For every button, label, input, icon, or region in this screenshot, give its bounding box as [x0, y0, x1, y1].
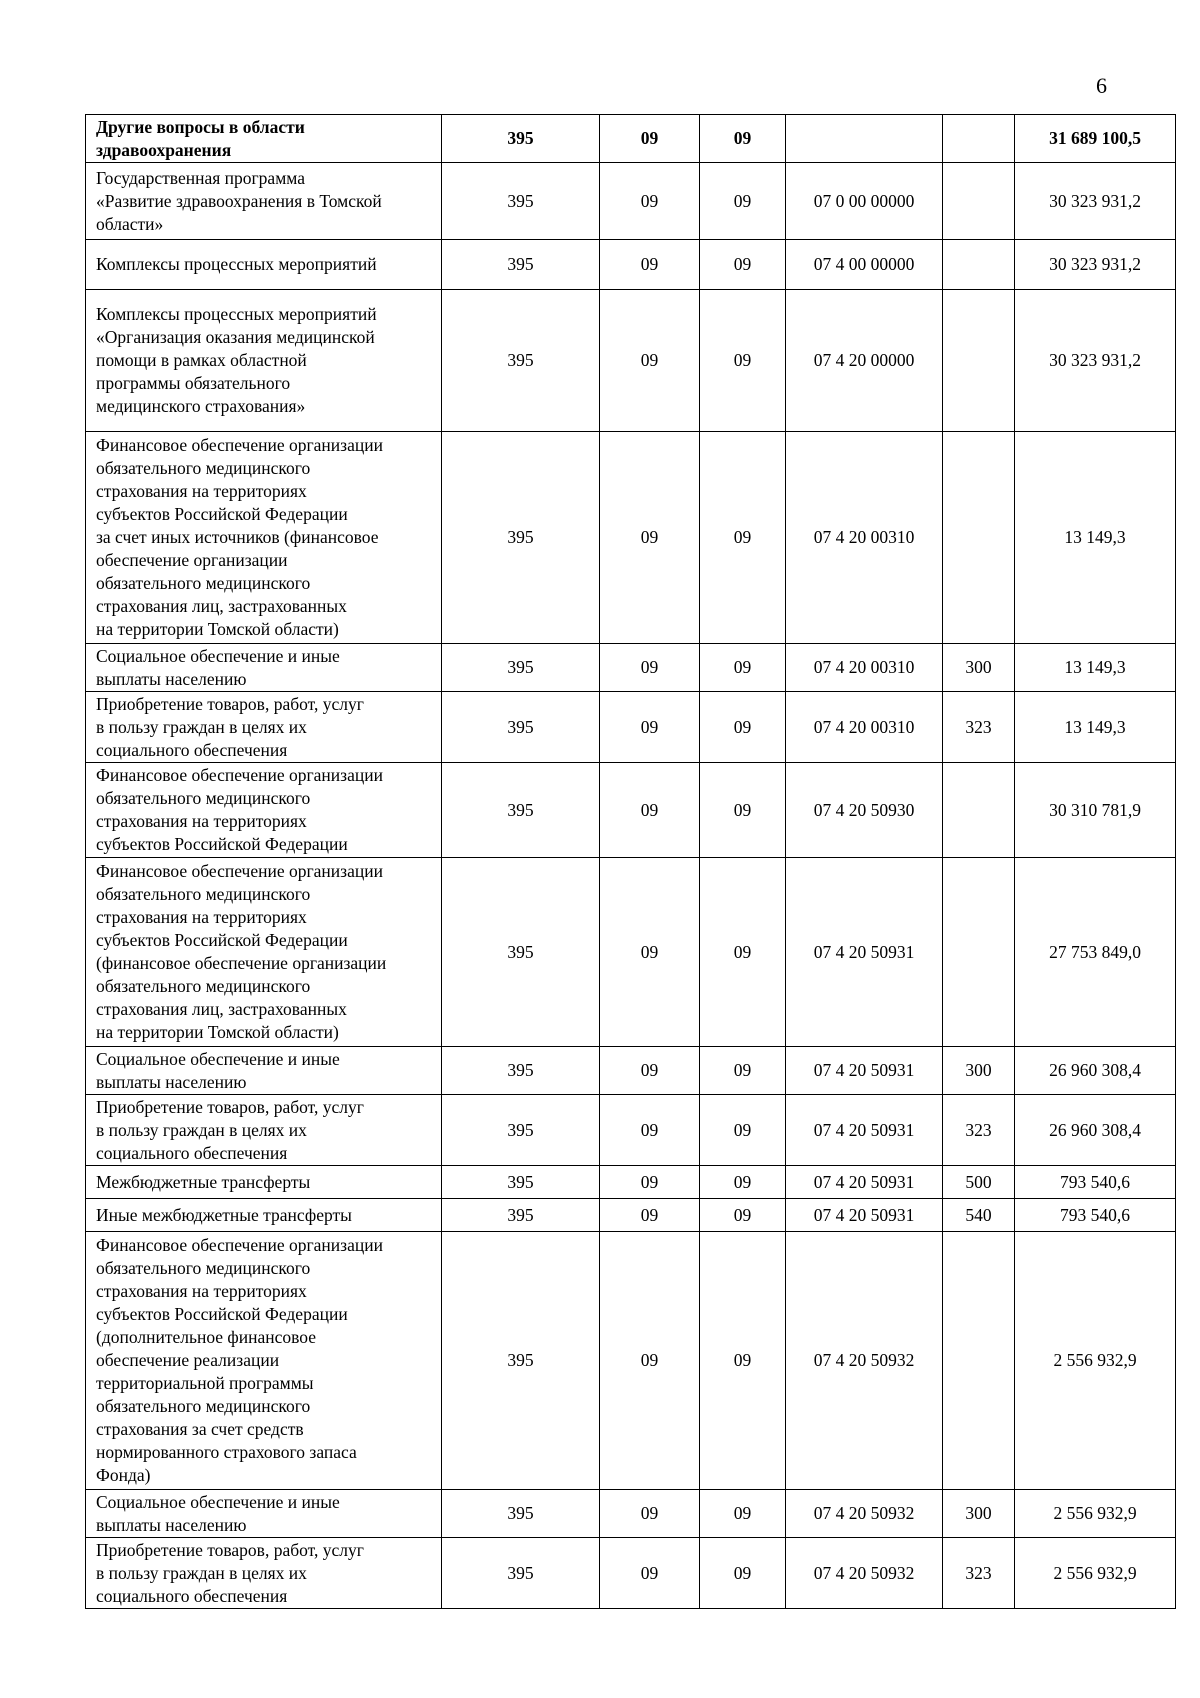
row-target-article-cell: 07 4 20 50931 — [786, 1199, 943, 1232]
table-row — [86, 240, 1176, 290]
row-expense-type-cell: 323 — [943, 1095, 1015, 1166]
row-expense-type-cell: 300 — [943, 1490, 1015, 1538]
row-subsection-cell: 09 — [700, 1538, 786, 1609]
row-target-article-cell: 07 4 20 50930 — [786, 763, 943, 858]
table-row — [86, 692, 1176, 763]
row-expense-type-cell — [943, 115, 1015, 163]
row-subsection-cell: 09 — [700, 858, 786, 1047]
row-section-cell: 09 — [600, 1199, 700, 1232]
row-amount-cell: 31 689 100,5 — [1015, 115, 1176, 163]
row-admin-code-cell: 395 — [442, 1232, 600, 1490]
row-amount-cell: 2 556 932,9 — [1015, 1538, 1176, 1609]
row-name-cell: Межбюджетные трансферты — [86, 1166, 442, 1199]
row-admin-code-cell: 395 — [442, 163, 600, 240]
row-section-cell: 09 — [600, 692, 700, 763]
row-expense-type-cell — [943, 1232, 1015, 1490]
row-name-cell: Комплексы процессных мероприятий — [86, 240, 442, 290]
row-expense-type-cell: 300 — [943, 1047, 1015, 1095]
row-section-cell: 09 — [600, 763, 700, 858]
row-admin-code-cell: 395 — [442, 1538, 600, 1609]
row-name-cell: Финансовое обеспечение организации обязательного медицинского страхования на территориях субъектов Российской Федерации (финансовое обеспечение организации обязательного медицинского страхования лиц, застрахованных на территории Томской области) — [86, 858, 442, 1047]
row-admin-code-cell: 395 — [442, 1047, 600, 1095]
row-section-cell: 09 — [600, 115, 700, 163]
row-name-cell: Приобретение товаров, работ, услуг в пользу граждан в целях их социального обеспечения — [86, 692, 442, 763]
row-target-article-cell: 07 4 20 00310 — [786, 644, 943, 692]
row-section-cell: 09 — [600, 1232, 700, 1490]
budget-table — [85, 114, 1176, 1609]
row-target-article-cell: 07 4 20 50932 — [786, 1538, 943, 1609]
row-admin-code-cell: 395 — [442, 1166, 600, 1199]
row-amount-cell: 26 960 308,4 — [1015, 1095, 1176, 1166]
row-admin-code-cell: 395 — [442, 763, 600, 858]
row-section-cell: 09 — [600, 163, 700, 240]
row-target-article-cell: 07 0 00 00000 — [786, 163, 943, 240]
row-subsection-cell: 09 — [700, 1232, 786, 1490]
row-admin-code-cell: 395 — [442, 644, 600, 692]
row-expense-type-cell: 323 — [943, 1538, 1015, 1609]
table-row — [86, 1047, 1176, 1095]
row-admin-code-cell: 395 — [442, 432, 600, 644]
row-subsection-cell: 09 — [700, 763, 786, 858]
table-row — [86, 432, 1176, 644]
row-subsection-cell: 09 — [700, 1047, 786, 1095]
row-subsection-cell: 09 — [700, 290, 786, 432]
row-subsection-cell: 09 — [700, 1166, 786, 1199]
row-amount-cell: 30 323 931,2 — [1015, 290, 1176, 432]
row-admin-code-cell: 395 — [442, 858, 600, 1047]
row-section-cell: 09 — [600, 1095, 700, 1166]
row-admin-code-cell: 395 — [442, 290, 600, 432]
table-row — [86, 290, 1176, 432]
row-section-cell: 09 — [600, 1490, 700, 1538]
row-amount-cell: 2 556 932,9 — [1015, 1232, 1176, 1490]
row-section-cell: 09 — [600, 1538, 700, 1609]
row-subsection-cell: 09 — [700, 1199, 786, 1232]
row-expense-type-cell: 300 — [943, 644, 1015, 692]
row-section-cell: 09 — [600, 240, 700, 290]
row-subsection-cell: 09 — [700, 1490, 786, 1538]
row-name-cell: Государственная программа «Развитие здравоохранения в Томской области» — [86, 163, 442, 240]
row-target-article-cell: 07 4 20 50932 — [786, 1232, 943, 1490]
row-section-cell: 09 — [600, 432, 700, 644]
row-admin-code-cell: 395 — [442, 115, 600, 163]
table-row — [86, 858, 1176, 1047]
row-section-cell: 09 — [600, 290, 700, 432]
budget-table-body — [86, 115, 1176, 1609]
row-subsection-cell: 09 — [700, 692, 786, 763]
row-target-article-cell: 07 4 20 00310 — [786, 432, 943, 644]
table-row — [86, 1490, 1176, 1538]
row-target-article-cell: 07 4 20 50932 — [786, 1490, 943, 1538]
row-expense-type-cell — [943, 163, 1015, 240]
row-target-article-cell — [786, 115, 943, 163]
row-amount-cell: 793 540,6 — [1015, 1199, 1176, 1232]
row-admin-code-cell: 395 — [442, 692, 600, 763]
row-section-cell: 09 — [600, 858, 700, 1047]
row-target-article-cell: 07 4 20 50931 — [786, 1047, 943, 1095]
row-amount-cell: 13 149,3 — [1015, 432, 1176, 644]
table-row — [86, 1538, 1176, 1609]
row-expense-type-cell: 500 — [943, 1166, 1015, 1199]
table-row — [86, 163, 1176, 240]
row-name-cell: Иные межбюджетные трансферты — [86, 1199, 442, 1232]
row-amount-cell: 13 149,3 — [1015, 692, 1176, 763]
row-subsection-cell: 09 — [700, 115, 786, 163]
row-subsection-cell: 09 — [700, 644, 786, 692]
row-admin-code-cell: 395 — [442, 240, 600, 290]
row-amount-cell: 27 753 849,0 — [1015, 858, 1176, 1047]
row-admin-code-cell: 395 — [442, 1199, 600, 1232]
table-row — [86, 1095, 1176, 1166]
row-amount-cell: 30 323 931,2 — [1015, 163, 1176, 240]
row-amount-cell: 2 556 932,9 — [1015, 1490, 1176, 1538]
row-name-cell: Другие вопросы в области здравоохранения — [86, 115, 442, 163]
row-section-cell: 09 — [600, 1047, 700, 1095]
row-name-cell: Комплексы процессных мероприятий «Организация оказания медицинской помощи в рамках областной программы обязательного медицинского страхования» — [86, 290, 442, 432]
row-section-cell: 09 — [600, 644, 700, 692]
row-subsection-cell: 09 — [700, 163, 786, 240]
row-subsection-cell: 09 — [700, 432, 786, 644]
table-row — [86, 1166, 1176, 1199]
row-amount-cell: 793 540,6 — [1015, 1166, 1176, 1199]
row-subsection-cell: 09 — [700, 1095, 786, 1166]
row-name-cell: Финансовое обеспечение организации обязательного медицинского страхования на территориях субъектов Российской Федерации (дополнительное финансовое обеспечение реализации территориальной программы обязательного медицинского страхования за счет средств нормированного страхового запаса Фонда) — [86, 1232, 442, 1490]
row-expense-type-cell: 323 — [943, 692, 1015, 763]
row-section-cell: 09 — [600, 1166, 700, 1199]
row-expense-type-cell — [943, 240, 1015, 290]
row-target-article-cell: 07 4 20 00000 — [786, 290, 943, 432]
table-row — [86, 644, 1176, 692]
row-target-article-cell: 07 4 20 50931 — [786, 1095, 943, 1166]
row-name-cell: Социальное обеспечение и иные выплаты населению — [86, 1490, 442, 1538]
row-amount-cell: 30 310 781,9 — [1015, 763, 1176, 858]
row-admin-code-cell: 395 — [442, 1490, 600, 1538]
row-target-article-cell: 07 4 20 00310 — [786, 692, 943, 763]
table-row — [86, 115, 1176, 163]
row-expense-type-cell — [943, 763, 1015, 858]
table-row — [86, 1199, 1176, 1232]
row-expense-type-cell — [943, 290, 1015, 432]
row-name-cell: Финансовое обеспечение организации обязательного медицинского страхования на территориях субъектов Российской Федерации за счет иных источников (финансовое обеспечение организации обязательного медицинского страхования лиц, застрахованных на территории Томской области) — [86, 432, 442, 644]
row-name-cell: Социальное обеспечение и иные выплаты населению — [86, 644, 442, 692]
table-row — [86, 1232, 1176, 1490]
row-amount-cell: 30 323 931,2 — [1015, 240, 1176, 290]
page-number: 6 — [1096, 73, 1107, 98]
row-expense-type-cell — [943, 858, 1015, 1047]
row-subsection-cell: 09 — [700, 240, 786, 290]
row-admin-code-cell: 395 — [442, 1095, 600, 1166]
row-name-cell: Финансовое обеспечение организации обязательного медицинского страхования на территориях субъектов Российской Федерации — [86, 763, 442, 858]
row-name-cell: Приобретение товаров, работ, услуг в пользу граждан в целях их социального обеспечения — [86, 1538, 442, 1609]
row-target-article-cell: 07 4 00 00000 — [786, 240, 943, 290]
row-target-article-cell: 07 4 20 50931 — [786, 858, 943, 1047]
row-target-article-cell: 07 4 20 50931 — [786, 1166, 943, 1199]
row-amount-cell: 26 960 308,4 — [1015, 1047, 1176, 1095]
row-name-cell: Приобретение товаров, работ, услуг в пользу граждан в целях их социального обеспечения — [86, 1095, 442, 1166]
row-expense-type-cell — [943, 432, 1015, 644]
row-amount-cell: 13 149,3 — [1015, 644, 1176, 692]
table-row — [86, 763, 1176, 858]
row-name-cell: Социальное обеспечение и иные выплаты населению — [86, 1047, 442, 1095]
row-expense-type-cell: 540 — [943, 1199, 1015, 1232]
